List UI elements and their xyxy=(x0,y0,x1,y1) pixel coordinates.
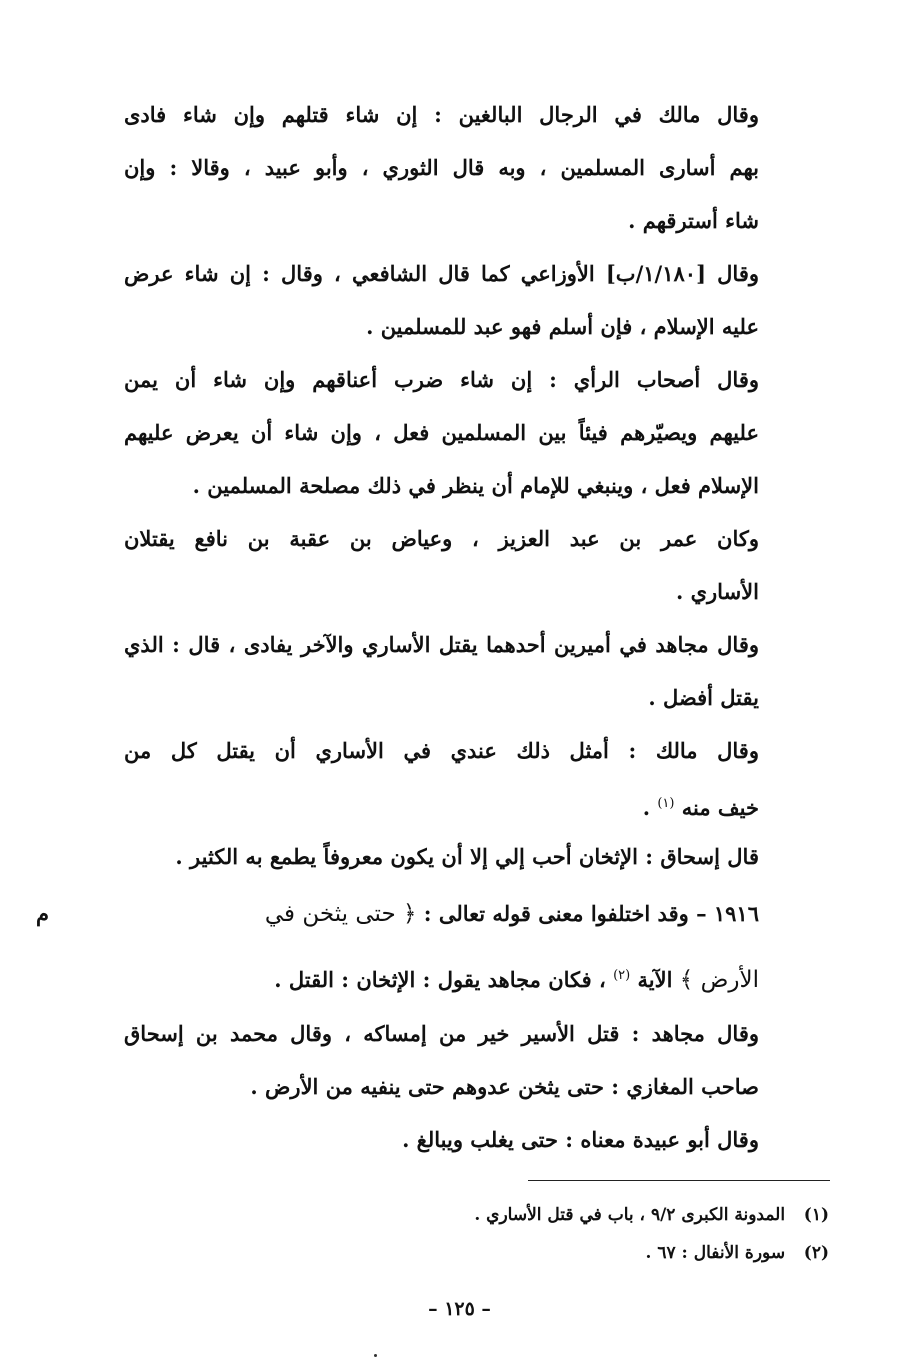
text-line: وكان عمر بن عبد العزيز ، وعياض بن عقبة بن نافع يقتلان xyxy=(124,526,759,551)
text-line: عليه الإسلام ، فإن أسلم فهو عبد للمسلمين . xyxy=(366,314,759,339)
section-line xyxy=(36,883,759,945)
text-line: الأساري . xyxy=(675,579,759,604)
marginal-mark: م xyxy=(36,901,50,926)
text-line: بهم أسارى المسلمين ، وبه قال الثوري ، وأبو عبيد ، وقالا : وإن xyxy=(124,155,759,180)
text-line: وقال أصحاب الرأي : إن شاء ضرب أعناقهم وإن شاء أن يمن xyxy=(124,367,759,392)
text-line: وقال [١/١٨٠/ب] الأوزاعي كما قال الشافعي ، وقال : إن شاء عرض xyxy=(124,261,759,286)
text-line xyxy=(124,945,759,1007)
text-line: صاحب المغازي : حتى يثخن عدوهم حتى ينفيه من الأرض . xyxy=(250,1074,759,1099)
footnote-ref: (٢) xyxy=(613,968,631,983)
footnote-number: (١) xyxy=(803,1205,829,1225)
section-number: ١٩١٦ – xyxy=(696,901,759,926)
scan-speck xyxy=(374,1354,377,1357)
quran-verse: ﴿ حتى يثخن في xyxy=(264,901,417,927)
footnote-text: المدونة الكبرى ٩/٢ ، باب في قتل الأساري . xyxy=(474,1205,786,1225)
text-span: ، فكان مجاهد يقول : الإثخان : القتل . xyxy=(274,967,606,992)
text-line: يقتل أفضل . xyxy=(648,685,759,710)
text-line: وقال مالك : أمثل ذلك عندي في الأساري أن يقتل كل من xyxy=(124,738,759,763)
footnotes xyxy=(229,1196,829,1272)
text-line: وقال أبو عبيدة معناه : حتى يغلب ويبالغ . xyxy=(402,1127,759,1152)
text-line: وقال مالك في الرجال البالغين : إن شاء قتلهم وإن شاء فادى xyxy=(124,102,759,127)
period: . xyxy=(642,795,651,820)
text-span: وقد اختلفوا معنى قوله تعالى : xyxy=(423,901,689,926)
text-line: شاء أسترقهم . xyxy=(628,208,759,233)
footnote-item xyxy=(229,1196,829,1234)
text-line: عليهم ويصيّرهم فيئاً بين المسلمين فعل ، وإن شاء أن يعرض عليهم xyxy=(124,420,759,445)
text-line: قال إسحاق : الإثخان أحب إلي إلا أن يكون معروفاً يطمع به الكثير . xyxy=(175,844,759,869)
text-line: وقال مجاهد : قتل الأسير خير من إمساكه ، وقال محمد بن إسحاق xyxy=(124,1021,759,1046)
footnote-text: سورة الأنفال : ٦٧ . xyxy=(645,1243,786,1263)
main-text xyxy=(36,88,759,1166)
text-line xyxy=(124,777,759,830)
footnote-item xyxy=(229,1234,829,1272)
footnote-ref: (١) xyxy=(657,796,675,811)
footnote-divider xyxy=(528,1180,830,1181)
quran-verse: الأرض ﴾ xyxy=(679,967,759,993)
text-span: خيف منه xyxy=(681,795,759,820)
page-number: – ١٢٥ – xyxy=(428,1298,491,1320)
text-line: وقال مجاهد في أميرين أحدهما يقتل الأساري والآخر يفادى ، قال : الذي xyxy=(124,632,759,657)
text-line: الإسلام فعل ، وينبغي للإمام أن ينظر في ذلك مصلحة المسلمين . xyxy=(192,473,759,498)
text-span: الآية xyxy=(637,967,673,992)
footnote-number: (٢) xyxy=(803,1243,829,1263)
